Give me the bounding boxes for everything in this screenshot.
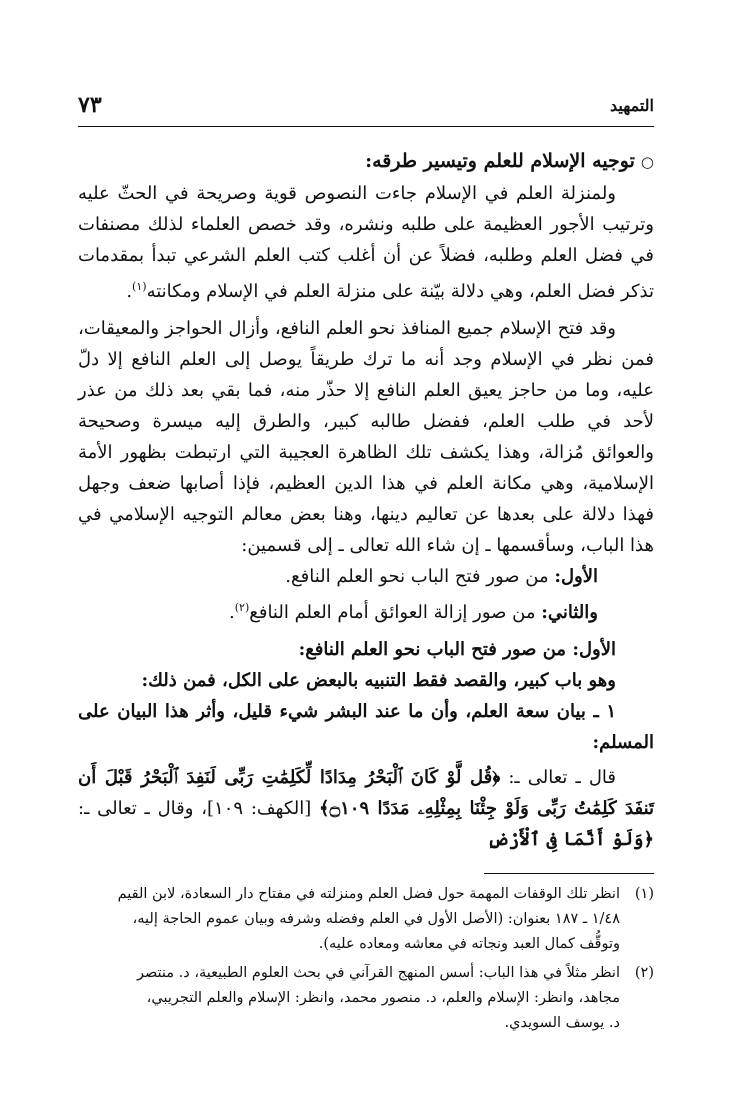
footnote-1-number: (١): [634, 886, 654, 902]
page-header: [78, 92, 654, 127]
paragraph-1-text: ولمنزلة العلم في الإسلام جاءت النصوص قوية وصريحة في الحثّ عليه وترتيب الأجور العظيمة على طلبه ونشره، وقد خصص العلماء لذلك مصنفات في فضل العلم وطلبه، فضلاً عن أن أغلب كتب العلم الشرعي تبدأ بمقدمات تذكر فضل العلم، وهي دلالة بيّنة على منزلة العلم في الإسلام ومكانته: [78, 183, 654, 302]
footnote-2-line1: انظر مثلاً في هذا الباب: أسس المنهج القرآني في بحث العلوم الطبيعية، د. منتصر: [136, 965, 620, 981]
footnote-1-line1: انظر تلك الوقفات المهمة حول فضل العلم ومنزلته في مفتاح دار السعادة، لابن القيم: [117, 886, 620, 902]
footnote-2-line3: د. يوسف السويدي.: [504, 1015, 620, 1031]
division-second: والثاني: من صور إزالة العوائق أمام العلم النافع$^{(٢)}$.: [229, 601, 598, 623]
footnote-2-line2: مجاهد، وانظر: الإسلام والعلم، د. منصور محمد، وانظر: الإسلام والعلم التجريبي،: [146, 990, 620, 1006]
division-second-text: من صور إزالة العوائق أمام العلم النافع: [249, 602, 542, 623]
quran-prefix: قال ـ تعالى ـ:: [500, 767, 616, 788]
footnote-divider: [484, 873, 654, 874]
footnote-2: [78, 961, 654, 986]
subsection-intro: وهو باب كبير، والقصد فقط التنبيه بالبعض على الكل، فمن ذلك:: [141, 670, 616, 691]
quran-citation: [78, 762, 654, 855]
quran-verse-luqman: ﴿وَلَوْ أَنَّمَا فِى ٱلْأَرْضِ: [487, 829, 654, 850]
footnote-1: [78, 882, 654, 907]
page-number: ٧٣: [78, 92, 102, 118]
quran-reference: [الكهف: ١٠٩]، وقال ـ تعالى ـ:: [78, 798, 320, 819]
circle-bullet-icon: ○: [640, 153, 654, 171]
quran-verse-kahf: ﴿قُل لَّوْ كَانَ ٱلْبَحْرُ مِدَادًا لِّكَلِمَٰتِ رَبِّى لَنَفِدَ ٱلْبَحْرُ قَبْلَ أَن تَنفَدَ كَلِمَٰتُ رَبِّى وَلَوْ جِئْنَا بِمِثْلِهِۦ مَدَدًا ۝١٠٩﴾: [78, 767, 655, 819]
section-heading-text: توجيه الإسلام للعلم وتيسير طرقه:: [365, 150, 635, 172]
footnote-2-number: (٢): [634, 965, 654, 981]
footnote-1-line3: وتوقُّف كمال العبد ونجاته في معاشه ومعاده عليه).: [318, 936, 620, 952]
division-second-label: والثاني:: [541, 602, 598, 623]
section-heading: [78, 146, 654, 178]
division-first-text: من صور فتح الباب نحو العلم النافع.: [285, 566, 555, 587]
running-head: التمهيد: [610, 96, 654, 115]
paragraph-2: وقد فتح الإسلام جميع المنافذ نحو العلم النافع، وأزال الحواجز والمعيقات، فمن نظر في الإسلام وجد أنه ما ترك طريقاً يوصل إلى العلم النافع إلا دلّ عليه، وما من حاجز يعيق العلم النافع إلا حذّر منه، فما بقي بعد ذلك من عذر لأحد في طلب العلم، ففضل طالبه كبير، والطرق إليه ميسرة وصحيحة والعوائق مُزالة، وهذا يكشف تلك الظاهرة العجيبة التي ارتبطت بظهور الأمة الإسلامية، وهي مكانة العلم في هذا الدين العظيم، فإذا أصابها ضعف وجهل فهذا دلالة على بعدها عن تعاليم دينها، وهنا بعض معالم التوجيه الإسلامي في هذا الباب، وسأقسمها ـ إن شاء الله تعالى ـ إلى قسمين:: [78, 318, 654, 556]
footnote-1-line2: ١/٤٨ ـ ١٨٧ بعنوان: (الأصل الأول في العلم وفضله وشرفه وبيان عموم الحاجة إليه،: [132, 911, 620, 927]
item-1-heading: ١ ـ بيان سعة العلم، وأن ما عند البشر شيء قليل، وأثر هذا البيان على المسلم:: [78, 701, 654, 753]
footnote-ref-1: (١): [132, 280, 147, 293]
footnotes: [78, 873, 654, 1036]
division-first-label: الأول:: [554, 566, 598, 587]
subsection-heading: الأول: من صور فتح الباب نحو العلم النافع:: [298, 639, 616, 660]
division-first: [78, 561, 598, 592]
footnote-ref-2: (٢): [234, 601, 250, 614]
main-text: [78, 146, 654, 855]
paragraph-1: ولمنزلة العلم في الإسلام جاءت النصوص قوية وصريحة في الحثّ عليه وترتيب الأجور العظيمة على طلبه ونشره، وقد خصص العلماء لذلك مصنفات في فضل العلم وطلبه، فضلاً عن أن أغلب كتب العلم الشرعي تبدأ بمقدمات تذكر فضل العلم، وهي دلالة بيّنة على منزلة العلم في الإسلام ومكانته$^{(١)}$.: [78, 183, 654, 302]
